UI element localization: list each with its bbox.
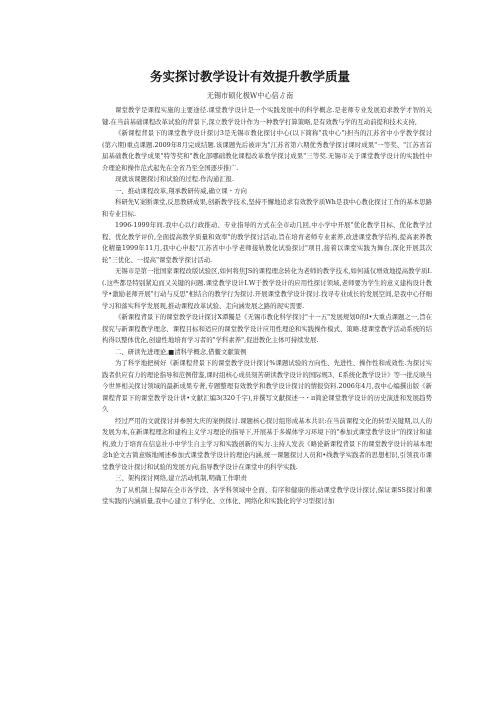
paragraph: 课堂教学是课程实施的主要途径.课堂教学设计是一个实践发展中的科学概念.是老师专业发展追求教学才智的关键.在当前基础课程改革试验的背景下,深立教学设计作为一种教学打算策略,是有效教与学的互动前提和技术支持, — [102, 106, 432, 126]
paragraph: 经过严用的文就探讨并参照大庆的案例探讨.课题核心探讨组形成基本共识:在当前课程文化的转型关键期,以人的发展为本,在新课程理念和建构主义学习理论的指导下,开展基于多媒体学习环境下的"参加式课堂教学设计"的探讨和建构,致力于培育在信息社小中学生自主学习和实践创新的实力.主持人发表《略论新课程背景下的课堂教学设计的基本理念h论文古简意赅地阐述参加式课堂教学设计的理论内涵,统一课题探讨人员和•线教学实践者的思想相识,引领我市课堂教学设计探讨和试验的发展方向,指导教学设计在课堂中的科学实践. — [102, 416, 432, 471]
author-line: 无锡市硕化极W中心倍ゟ南 — [206, 91, 294, 100]
paragraph: 为了科学地把树好《新课程背景下的课堂教学设计探讨%课题试验的方向性、先进性、操作性和成效性.为探讨实践者供应有力的理论指导和范例借鉴,课时组核心成员刻苦研读教学设计的国际规3、£系统化教学设计》等一批反映当今世界相关探讨领域的最新成果专著,专题整理有效教学和教学设计探讨的情报资料.2006年4月,我中心编撰出版《新课程背景下的课堂教学设计讲•文献汇编3(320千字),并撰写文献探述一・π简论课堂教学设计的历史演进和发展趋势久 — [102, 359, 432, 413]
paragraph: 1996-1999年间.我中心以行政推动、专业指导的方式在全市动几回,中小学中开展"优化教学目标、优化教学过程、优化教学评价,全面提高教学质量和效率"的教学探讨活动,旨在培育老师专业素养,改进课堂教学结构,提高素养教化精量1999年11月,我中心申报"江苏省中小学老师接轨教化试验探讨"项目,接着以课堂实践为舞台,深化开展其次轮"三优化、一提高"课堂教学探讨活动. — [102, 221, 432, 264]
section-heading: 三、架构探讨网络,建立活动机制,明确工作职责 — [115, 474, 247, 482]
article-body — [102, 105, 432, 508]
section-heading: 二、研读先进理论,■清科学概念,借鳖文献策例 — [115, 347, 247, 356]
page-title: 务实探讨教学设计有效提升教学质量 — [149, 69, 350, 84]
paragraph: 为了从机制上保障在全市各学段、各学科领域中全面、有序和健康的推动课堂教学设计探讨,保证课SS探讨和课堂实践的内涵质量,我中心建立了科学化、立体化、网络化和实践化的学习型探讨加 — [102, 485, 432, 505]
paragraph: 科研先V,案断课堂,反思教研成果,创新教学技术,坚持不懈地追求有效教学质Wh是我中心教化探讨工作的基本思路和专业目标. — [102, 198, 432, 218]
section-heading: 一、推动课程改革,翔承教研传威,确立课・方向 — [115, 186, 247, 195]
paragraph: 《新课程背景下的课堂教学设计探讨X谭獨是《无锡市教化科学探讨"十一五"发展规划0的I•大重点课题之一,旨在探究与新课程教学理念、课程目标和适应的课堂教学设计应用性理论和实践操作模式、策略.使课堂教学活动系统的结构得以整体优化,创建性地培育学习者的"学科素养",促进教化主体可持续发展. — [102, 313, 432, 344]
paragraph: 《新课程背景下的课堂教学设计探讨3是无锡市教化探讨中心(以下简称"我中心")担当的江苏省中小学教学探讨(第六期)重点课题.2009年8月完成结题.该课题先后被评为"江苏省第六期优秀教学探讨课时成果"一等奖、"江苏省首届基础教化教学成果"特等奖和"教化部哪础教化课程改革教学探讨成果"三等奖.无锡市关于课堂教学设计的实践性中介理论和操作范式起先在全省乃至全国逐步推广. — [102, 129, 432, 172]
paragraph: 无锡市是第一批国家课程改版试验区,如何将焦JS的课程理念转化为老师的教学技术,如何减仅增效地提高教学质Ⅰ.(.这些都是特别紧迫而又关键的问题.课堂教学设计I.W于教学设计的应用性探讨领域,老师要为学生的意义建构设计教学•激励老师开展"行动与反思"相结合的教学行为探讨.开展课堂教学设计探讨.找寻专业成长的发展空间,是我中心仔细学习和落实科学发展观,推动课程改革试验、走向涵发展之路的现实需要. — [102, 267, 432, 310]
paragraph: 现就该课题探讨和试验的过程.作沟通汇报. — [115, 175, 235, 183]
